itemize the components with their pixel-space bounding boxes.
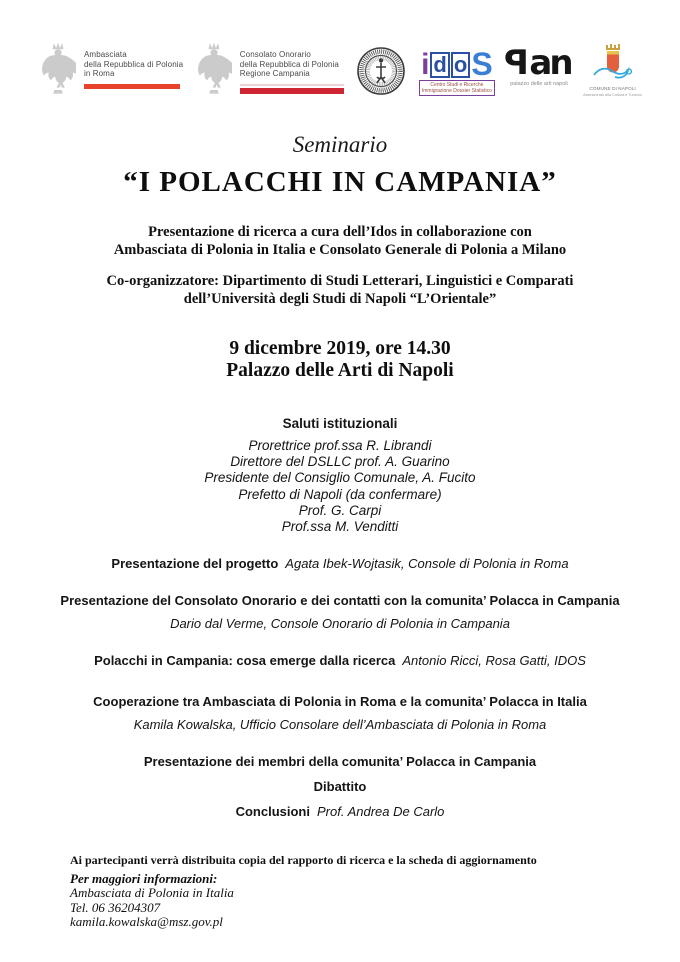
polish-eagle-icon [196, 42, 232, 101]
footer-info-heading: Per maggiori informazioni: [70, 871, 218, 887]
seminar-title: “I POLACCHI IN CAMPANIA” [123, 166, 557, 198]
saluti-name: Presidente del Consiglio Comunale, A. Fucito [204, 470, 476, 486]
pan-letter-p: P [507, 43, 530, 83]
red-bar [240, 88, 344, 94]
logo-text-line: in Roma [84, 69, 115, 78]
agenda-item-title: Presentazione del progetto [111, 556, 279, 572]
logo-text-line: della Repubblica di Polonia [84, 59, 184, 69]
polish-eagle-icon [40, 42, 76, 101]
event-date: 9 dicembre 2019, ore 14.30 [229, 338, 451, 359]
pan-subtitle: palazzo delle arti napoli [510, 81, 568, 87]
logo-row [40, 42, 642, 114]
logo-comune-napoli [583, 42, 642, 97]
idos-letter-o: o [451, 52, 470, 78]
idos-subtitle [419, 80, 495, 96]
logo-ambasciata-text [84, 42, 183, 89]
saluti-name: Direttore del DSLLC prof. A. Guarino [230, 454, 450, 470]
agenda-item-conclusioni [0, 804, 680, 820]
footer-note: Ai partecipanti verrà distribuita copia del rapporto di ricerca e la scheda di aggiornamento [70, 853, 537, 868]
logo-text-line: Regione Campania [239, 69, 310, 78]
pink-bar [240, 84, 344, 87]
agenda-item-title: Conclusioni [235, 804, 310, 820]
idos-subtitle-line: Centro Studi e Ricerche [430, 82, 484, 88]
agenda-item-title: Polacchi in Campania: cosa emerge dalla ricerca [94, 653, 396, 669]
saluti-name: Prorettrice prof.ssa R. Librandi [248, 438, 432, 453]
idos-subtitle-line: Immigrazione Dossier Statistico [421, 88, 492, 94]
agenda-item-speaker: Kamila Kowalska, Ufficio Consolare dell’Ambasciata di Polonia in Roma [133, 717, 547, 733]
agenda-item-dibattito: Dibattito [313, 779, 367, 795]
red-bar [84, 84, 180, 89]
logo-text-line: Consolato Onorario [239, 50, 311, 59]
footer-phone: Tel. 06 36204307 [70, 899, 161, 915]
footer-email: kamila.kowalska@msz.gov.pl [70, 914, 223, 930]
footer [70, 853, 680, 930]
agenda-item-speaker: Agata Ibek-Wojtasik, Console di Polonia in Roma [285, 556, 569, 572]
logo-idos [419, 42, 495, 96]
agenda-item-consolato: Presentazione del Consolato Onorario e dei contatti con la comunita’ Polacca in Campania [60, 593, 620, 609]
saluti-name: Prof.ssa M. Venditti [281, 519, 399, 535]
saluti-name: Prefetto di Napoli (da confermare) [238, 486, 442, 502]
pan-letter-n: n [549, 43, 571, 83]
comune-title: COMUNE DI NAPOLI [589, 87, 636, 92]
flyer-body [0, 132, 680, 820]
agenda-item-speaker: Prof. Andrea De Carlo [316, 804, 445, 820]
footer-org: Ambasciata di Polonia in Italia [70, 885, 234, 901]
event-venue: Palazzo delle Arti di Napoli [226, 360, 454, 381]
seminar-kicker: Seminario [292, 132, 388, 157]
comune-subtitle: Assessorato alla Cultura e Turismo [583, 93, 642, 97]
idos-letters [421, 44, 493, 82]
agenda-item-speaker: Dario dal Verme, Console Onorario di Polonia in Campania [170, 616, 510, 632]
agenda-item-membri: Presentazione dei membri della comunita’ Polacca in Campania [143, 754, 537, 770]
idos-letter-s: S [471, 46, 493, 82]
agenda-item-ricerca [0, 653, 680, 669]
pan-letter-a: a [529, 43, 550, 83]
coorganizer-paragraph [0, 272, 680, 308]
comune-crest-icon [590, 44, 636, 85]
agenda-item-cooperazione: Cooperazione tra Ambasciata di Polonia in Roma e la comunita’ Polacca in Italia [93, 694, 587, 710]
agenda-item-progetto [0, 556, 680, 572]
logo-consolato-text [240, 42, 344, 94]
logo-text-line: della Repubblica di Polonia [239, 59, 339, 69]
event-when-where [0, 338, 680, 382]
saluti-heading: Saluti istituzionali [282, 416, 398, 431]
coorganizer-line: Co-organizzatore: Dipartimento di Studi Letterari, Linguistici e Comparati [106, 273, 574, 289]
coorganizer-line: dell’Università degli Studi di Napoli “L’Orientale” [183, 291, 497, 307]
agenda-item-speaker: Antonio Ricci, Rosa Gatti, IDOS [402, 653, 586, 669]
intro-paragraph [0, 223, 680, 259]
logo-text-line: Ambasciata [84, 50, 127, 59]
idos-letter-i: i [421, 48, 430, 81]
agenda [0, 416, 680, 820]
intro-paragraph-line: Ambasciata di Polonia in Italia e Consolato Generale di Polonia a Milano [113, 242, 567, 258]
logo-ambasciata-roma [40, 42, 183, 101]
saluti-name: Prof. G. Carpi [298, 502, 382, 518]
intro-paragraph-line: Presentazione di ricerca a cura dell’Idos in collaborazione con [148, 224, 532, 240]
university-seal-icon [356, 42, 406, 96]
logo-pan [507, 42, 570, 87]
saluti-names [0, 438, 680, 535]
pan-letters [507, 43, 571, 83]
idos-letter-d: d [430, 52, 449, 78]
logo-consolato-campania [196, 42, 344, 101]
